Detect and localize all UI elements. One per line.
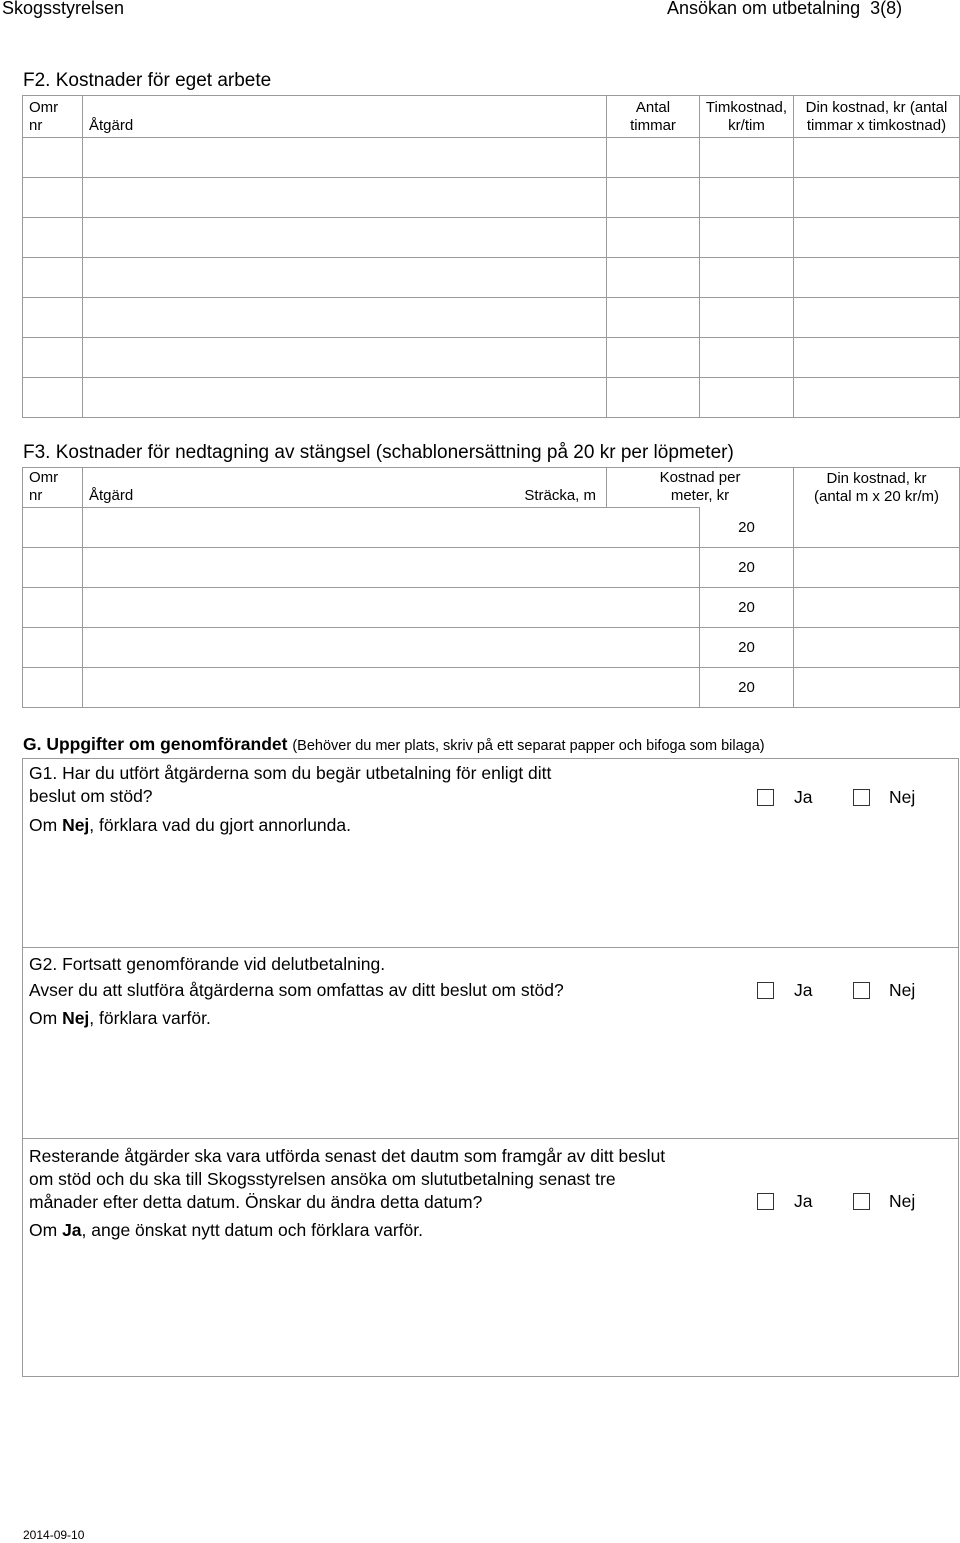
g1-nej-label: Nej — [889, 787, 916, 807]
f3-col-omr-line1: Omr — [29, 469, 59, 486]
f2-cell[interactable] — [794, 378, 960, 418]
org-name: Skogsstyrelsen — [2, 0, 125, 18]
page-number: 3(8) — [870, 0, 903, 18]
f2-cell[interactable] — [83, 378, 607, 418]
table-row — [23, 138, 960, 178]
table-row — [23, 298, 960, 338]
g1-ja-checkbox[interactable] — [757, 789, 774, 806]
f2-cell[interactable] — [83, 338, 607, 378]
table-row — [23, 548, 960, 588]
g-title — [23, 734, 765, 755]
f2-cell[interactable] — [794, 218, 960, 258]
table-row — [23, 338, 960, 378]
f2-cell[interactable] — [23, 218, 83, 258]
doc-title-text: Ansökan om utbetalning — [667, 0, 861, 18]
f2-cell[interactable] — [607, 338, 700, 378]
f3-cell[interactable] — [794, 668, 960, 708]
table-row — [23, 508, 960, 548]
f2-col-din-line2: timmar x timkostnad) — [806, 117, 947, 134]
f3-col-atgard-label: Åtgärd — [89, 487, 134, 504]
f3-rate-cell: 20 — [700, 588, 794, 628]
table-row — [23, 668, 960, 708]
f2-col-timkost-line2: kr/tim — [728, 117, 765, 134]
g3-explain-pre: Om — [29, 1220, 63, 1240]
f3-cell[interactable] — [23, 508, 83, 548]
table-row — [23, 628, 960, 668]
f3-cell[interactable] — [23, 588, 83, 628]
f3-col-omr — [23, 468, 83, 508]
footer-date: 2014-09-10 — [23, 1528, 85, 1542]
f3-rate-cell: 20 — [700, 628, 794, 668]
g1-question-line1: G1. Har du utfört åtgärderna som du begär utbetalning för enligt ditt — [29, 763, 552, 783]
f2-cell[interactable] — [700, 298, 794, 338]
g2-question-line1: G2. Fortsatt genomförande vid delutbetalning. — [29, 954, 386, 974]
f2-cell[interactable] — [23, 258, 83, 298]
f2-col-din-kostnad — [794, 96, 960, 138]
f2-cell[interactable] — [23, 138, 83, 178]
f2-cell[interactable] — [607, 218, 700, 258]
f2-cell[interactable] — [83, 218, 607, 258]
f2-cell[interactable] — [794, 258, 960, 298]
f2-cell[interactable] — [607, 178, 700, 218]
f2-title: F2. Kostnader för eget arbete — [23, 70, 272, 91]
f3-col-kostnad-line1: Kostnad per — [659, 469, 741, 486]
f2-cell[interactable] — [83, 138, 607, 178]
g3-explain-bold: Ja — [62, 1220, 82, 1240]
f2-cell[interactable] — [794, 338, 960, 378]
f3-cell[interactable] — [83, 508, 700, 548]
f2-cell[interactable] — [794, 178, 960, 218]
f2-cell[interactable] — [700, 258, 794, 298]
f2-cell[interactable] — [607, 258, 700, 298]
f2-cell[interactable] — [700, 178, 794, 218]
f3-col-atgard — [83, 468, 607, 508]
f3-cell[interactable] — [794, 508, 960, 548]
g2-question-line2: Avser du att slutföra åtgärderna som omfattas av ditt beslut om stöd? — [29, 980, 564, 1000]
table-row — [23, 258, 960, 298]
f3-col-kostnad-per-meter — [607, 468, 794, 508]
f2-cell[interactable] — [83, 298, 607, 338]
f2-cell[interactable] — [607, 298, 700, 338]
f3-cell[interactable] — [794, 628, 960, 668]
f2-col-din-line1: Din kostnad, kr (antal — [805, 99, 948, 116]
g1-box[interactable] — [22, 758, 959, 948]
g1-nej-checkbox[interactable] — [853, 789, 870, 806]
g1-question-line2: beslut om stöd? — [29, 786, 153, 806]
f2-col-timkost-line1: Timkostnad, — [705, 99, 788, 116]
f2-cell[interactable] — [23, 298, 83, 338]
f3-col-stracka: Sträcka, m — [524, 487, 596, 504]
f3-header-row — [23, 468, 960, 508]
g3-text-line3: månader efter detta datum. Önskar du ändra detta datum? — [29, 1192, 483, 1212]
f3-cell[interactable] — [83, 628, 700, 668]
f2-cell[interactable] — [700, 138, 794, 178]
f3-cell[interactable] — [83, 668, 700, 708]
f3-cell[interactable] — [23, 548, 83, 588]
g2-ja-checkbox[interactable] — [757, 982, 774, 999]
f3-cell[interactable] — [23, 628, 83, 668]
table-row — [23, 218, 960, 258]
g1-explain-pre: Om — [29, 815, 63, 835]
f2-cell[interactable] — [23, 338, 83, 378]
f2-cell[interactable] — [700, 378, 794, 418]
g2-box[interactable] — [22, 947, 959, 1139]
f2-cell[interactable] — [794, 298, 960, 338]
f3-table — [22, 467, 960, 708]
f3-col-omr-line2: nr — [29, 487, 43, 504]
f2-col-antal-line1: Antal — [635, 99, 671, 116]
g3-ja-label: Ja — [794, 1191, 813, 1211]
g3-text-line2: om stöd och du ska till Skogsstyrelsen ansöka om slututbetalning senast tre — [29, 1169, 616, 1189]
f2-cell[interactable] — [700, 218, 794, 258]
g3-ja-checkbox[interactable] — [757, 1193, 774, 1210]
f2-col-omr-line2: nr — [29, 117, 43, 134]
f2-col-omr — [23, 96, 83, 138]
g1-explain-bold: Nej — [62, 815, 90, 835]
f3-cell[interactable] — [83, 548, 700, 588]
f2-cell[interactable] — [23, 178, 83, 218]
g3-text-line1: Resterande åtgärder ska vara utförda senast det dautm som framgår av ditt beslut — [29, 1146, 666, 1166]
g1-explain-post: , förklara vad du gjort annorlunda. — [89, 815, 351, 835]
f2-col-omr-line1: Omr — [29, 99, 59, 116]
g2-explain — [29, 1007, 211, 1030]
f3-rate-cell: 20 — [700, 548, 794, 588]
f3-rate-cell: 20 — [700, 508, 794, 548]
f3-col-kostnad-line2: meter, kr — [670, 487, 730, 504]
f2-col-atgard: Åtgärd — [83, 96, 607, 138]
g3-explain-post: , ange önskat nytt datum och förklara varför. — [81, 1220, 423, 1240]
f2-cell[interactable] — [23, 378, 83, 418]
f3-title: F3. Kostnader för nedtagning av stängsel (schablonersättning på 20 kr per löpmeter) — [23, 442, 734, 463]
f2-cell[interactable] — [700, 338, 794, 378]
table-row — [23, 588, 960, 628]
g2-nej-label: Nej — [889, 980, 916, 1000]
f3-rate-cell: 20 — [700, 668, 794, 708]
f2-cell[interactable] — [607, 378, 700, 418]
g2-explain-post: , förklara varför. — [89, 1008, 211, 1028]
f2-col-antal-line2: timmar — [630, 117, 676, 134]
g2-nej-checkbox[interactable] — [853, 982, 870, 999]
g3-explain — [29, 1219, 423, 1242]
g2-explain-pre: Om — [29, 1008, 63, 1028]
f2-cell[interactable] — [83, 178, 607, 218]
f3-cell[interactable] — [83, 588, 700, 628]
g-title-bold: G. Uppgifter om genomförandet — [23, 734, 288, 754]
g2-explain-bold: Nej — [62, 1008, 90, 1028]
f2-cell[interactable] — [607, 138, 700, 178]
g3-nej-label: Nej — [889, 1191, 916, 1211]
g1-ja-label: Ja — [794, 787, 813, 807]
f3-cell[interactable] — [794, 548, 960, 588]
g-title-note: (Behöver du mer plats, skriv på ett separat papper och bifoga som bilaga) — [292, 738, 765, 754]
f3-col-din-kostnad — [794, 468, 960, 508]
document-title — [667, 0, 902, 19]
g2-ja-label: Ja — [794, 980, 813, 1000]
f2-header-row — [23, 96, 960, 138]
f2-table — [22, 95, 960, 418]
g3-nej-checkbox[interactable] — [853, 1193, 870, 1210]
f2-cell[interactable] — [83, 258, 607, 298]
f2-col-timkostnad — [700, 96, 794, 138]
f3-col-din-line2: (antal m x 20 kr/m) — [814, 487, 940, 505]
f3-col-din-line1: Din kostnad, kr — [826, 469, 927, 487]
f2-cell[interactable] — [794, 138, 960, 178]
f3-cell[interactable] — [794, 588, 960, 628]
g1-explain — [29, 814, 351, 837]
g3-box[interactable] — [22, 1138, 959, 1377]
f3-cell[interactable] — [23, 668, 83, 708]
table-row — [23, 178, 960, 218]
f2-col-antal — [607, 96, 700, 138]
table-row — [23, 378, 960, 418]
